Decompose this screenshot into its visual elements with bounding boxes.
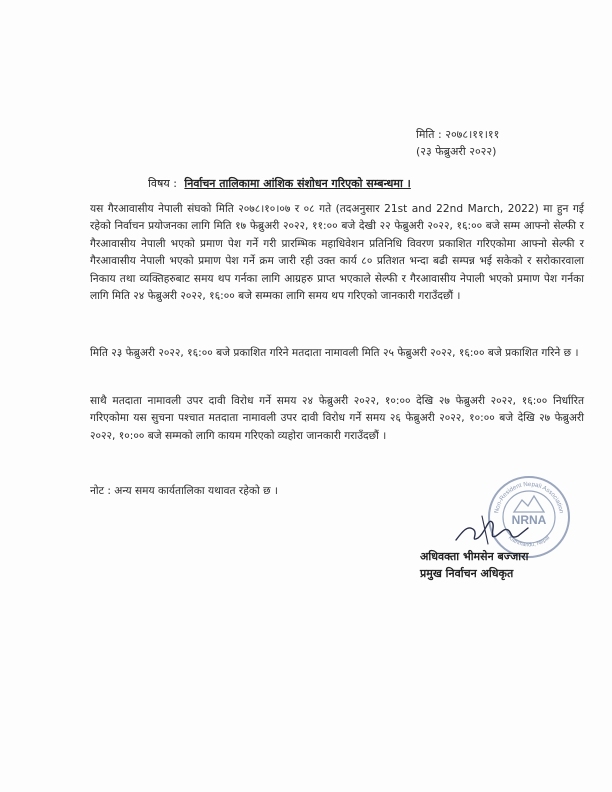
seal-center-text: NRNA bbox=[511, 513, 547, 527]
paragraph-1: यस गैरआवासीय नेपाली संघको मिति २०७८।१०।०७ र ०८ गते (तदअनुसार 21st and 22nd March, 2022) मा हुन गई रहेको निर्वाचन प्रयोजनका लागि मिति १७ फेब्रुअरी २०२२, ११:०० बजे देखी २२ फेब्रुअरी २०२२, १६:०० बजे सम्म आफ्नो सेल्फी र गैरआवासीय नेपाली भएको प्रमाण पेश गर्ने गरी प्रारम्भिक महाधिवेशन प्रतिनिधि विवरण प्रकाशित गरिएकोमा आफ्नो सेल्फी र गैरआवासीय नेपाली भएको प्रमाण पेश गर्ने क्रम जारी रही उक्त कार्य ८० प्रतिशत भन्दा बढी सम्पन्न भई सकेको र सरोकारवाला निकाय तथा व्यक्तिहरुबाट समय थप गर्नका लागि आग्रहरु प्राप्त भएकाले सेल्फी र गैरआवासीय नेपाली भएको प्रमाण पेश गर्नका लागि मिति २४ फेब्रुअरी २०२२, १६:०० बजे सम्मका लागि समय थप गरिएको जानकारी गराउँदछौं । bbox=[90, 203, 584, 303]
signature-icon bbox=[452, 510, 532, 550]
signer-title: प्रमुख निर्वाचन अधिकृत bbox=[420, 567, 514, 580]
date-bs: मिति : २०७८।११।११ bbox=[416, 128, 500, 141]
date-ad: (२३ फेब्रुअरी २०२२) bbox=[416, 145, 497, 158]
note-line: नोट : अन्य समय कार्यतालिका यथावत रहेको छ । bbox=[90, 485, 278, 497]
signer-block bbox=[420, 548, 528, 582]
subject-prefix: विषय : bbox=[148, 177, 177, 190]
paragraph-3: साथै मतदाता नामावली उपर दावी विरोध गर्ने समय २४ फेब्रुअरी २०२२, १०:०० देखि २७ फेब्रुअरी २०२२, १६:०० निर्धारित गरिएकोमा यस सुचना पश्चात मतदाता नामावली उपर दावी विरोध गर्ने समय २६ फेब्रुअरी २०२२, १०:०० बजे देखि २७ फेब्रुअरी २०२२, १०:०० बजे सम्मको लागि कायम गरिएको व्यहोरा जानकारी गराउँदछौं । bbox=[90, 395, 584, 442]
paragraph-2: मिति २३ फेब्रुअरी २०२२, १६:०० बजे प्रकाशित गरिने मतदाता नामावली मिति २५ फेब्रुअरी २०२२, १६:०० बजे प्रकाशित गरिने छ । bbox=[90, 347, 579, 359]
signer-name: अधिवक्ता भीमसेन बज्जारा bbox=[420, 550, 529, 563]
subject-line bbox=[148, 176, 411, 191]
date-block bbox=[416, 126, 576, 160]
subject-title: निर्वाचन तालिकामा आंशिक संशोधन गरिएको सम्बन्धमा । bbox=[184, 177, 411, 190]
seal-bottom-text: Kathmandu, Nepal bbox=[506, 534, 552, 549]
seal-ring-text: Non-Resident Nepali Association bbox=[493, 480, 565, 514]
